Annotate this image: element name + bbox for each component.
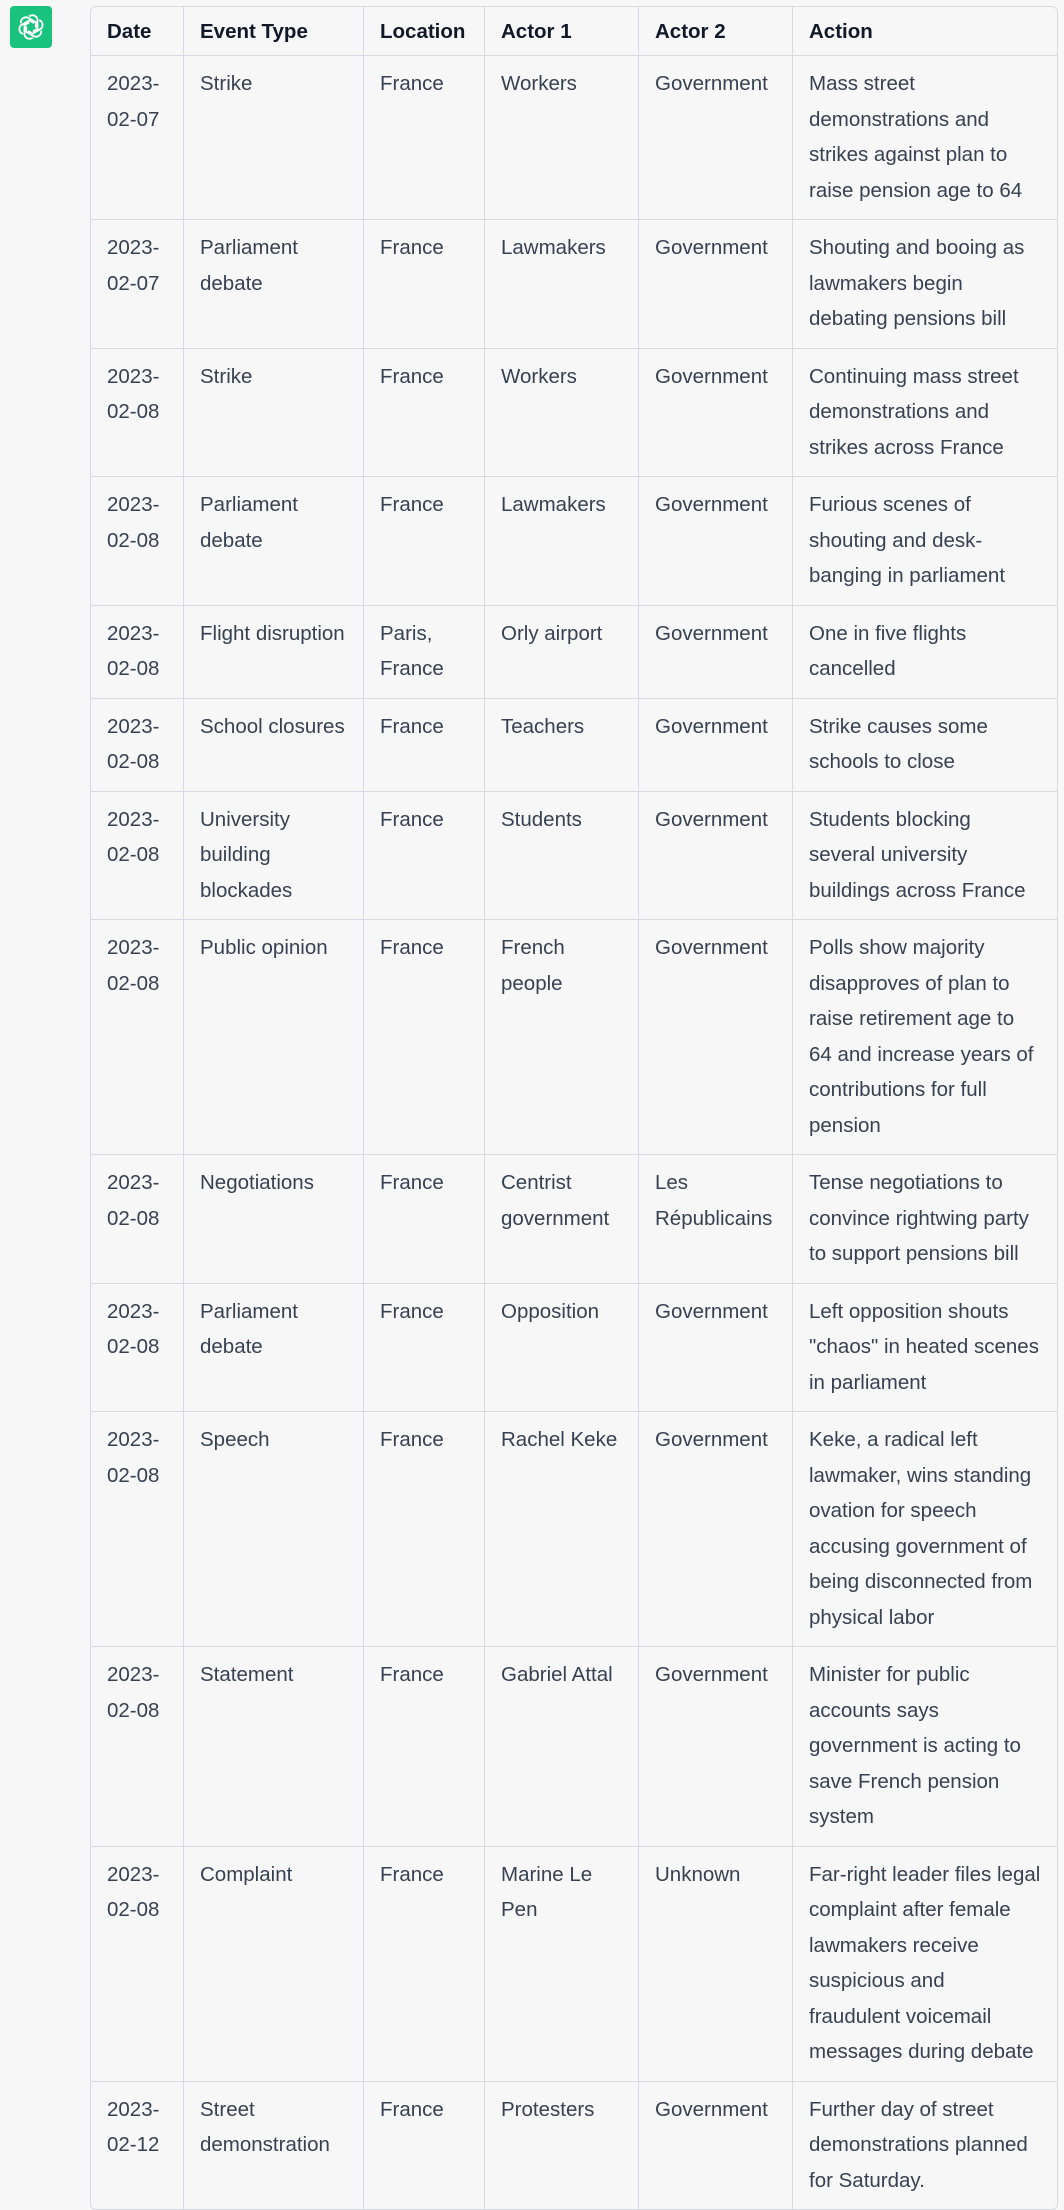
events-table-container xyxy=(90,6,1056,2210)
cell-event-type: Flight disruption xyxy=(184,606,364,699)
cell-location: France xyxy=(364,349,485,478)
cell-location: France xyxy=(364,792,485,921)
table-row xyxy=(91,2082,1057,2210)
cell-actor-2: Government xyxy=(639,920,793,1155)
cell-event-type: Public opinion xyxy=(184,920,364,1155)
cell-action: Strike causes some schools to close xyxy=(793,699,1057,792)
cell-actor-2: Government xyxy=(639,699,793,792)
cell-event-type: Complaint xyxy=(184,1847,364,2082)
cell-date: 2023-02-08 xyxy=(91,1847,184,2082)
cell-action: Furious scenes of shouting and desk-banging in parliament xyxy=(793,477,1057,606)
cell-date: 2023-02-08 xyxy=(91,1284,184,1413)
table-row xyxy=(91,792,1057,921)
cell-actor-1: Lawmakers xyxy=(485,220,639,349)
header-row xyxy=(91,7,1057,56)
cell-location: Paris, France xyxy=(364,606,485,699)
cell-actor-2: Government xyxy=(639,349,793,478)
cell-action: Keke, a radical left lawmaker, wins standing ovation for speech accusing government of being disconnected from physical labor xyxy=(793,1412,1057,1647)
cell-action: One in five flights cancelled xyxy=(793,606,1057,699)
cell-action: Continuing mass street demonstrations and strikes across France xyxy=(793,349,1057,478)
table-header xyxy=(91,7,1057,56)
header-date: Date xyxy=(91,7,184,56)
cell-actor-1: Centrist government xyxy=(485,1155,639,1284)
cell-event-type: Parliament debate xyxy=(184,1284,364,1413)
openai-logo-icon xyxy=(16,12,46,42)
cell-actor-1: Teachers xyxy=(485,699,639,792)
header-location: Location xyxy=(364,7,485,56)
table-body xyxy=(91,56,1057,2209)
cell-date: 2023-02-08 xyxy=(91,920,184,1155)
cell-date: 2023-02-08 xyxy=(91,349,184,478)
cell-date: 2023-02-12 xyxy=(91,2082,184,2210)
cell-location: France xyxy=(364,1412,485,1647)
table-row xyxy=(91,606,1057,699)
cell-actor-1: Gabriel Attal xyxy=(485,1647,639,1847)
cell-event-type: Street demonstration xyxy=(184,2082,364,2210)
table-row xyxy=(91,1412,1057,1647)
cell-actor-2: Government xyxy=(639,606,793,699)
cell-actor-1: Rachel Keke xyxy=(485,1412,639,1647)
table-row xyxy=(91,1647,1057,1847)
events-table xyxy=(90,6,1058,2210)
cell-action: Tense negotiations to convince rightwing party to support pensions bill xyxy=(793,1155,1057,1284)
cell-date: 2023-02-08 xyxy=(91,1412,184,1647)
table-row xyxy=(91,349,1057,478)
header-actor-2: Actor 2 xyxy=(639,7,793,56)
cell-action: Left opposition shouts "chaos" in heated scenes in parliament xyxy=(793,1284,1057,1413)
cell-action: Polls show majority disapproves of plan to raise retirement age to 64 and increase years of contributions for full pension xyxy=(793,920,1057,1155)
cell-actor-2: Government xyxy=(639,792,793,921)
header-action: Action xyxy=(793,7,1057,56)
cell-location: France xyxy=(364,220,485,349)
table-row xyxy=(91,1847,1057,2082)
cell-actor-2: Government xyxy=(639,56,793,220)
cell-actor-2: Government xyxy=(639,477,793,606)
cell-event-type: Strike xyxy=(184,56,364,220)
cell-action: Further day of street demonstrations planned for Saturday. xyxy=(809,2097,1028,2192)
cell-location: France xyxy=(364,1847,485,2082)
cell-actor-1: Opposition xyxy=(485,1284,639,1413)
cell-date: 2023-02-08 xyxy=(91,606,184,699)
cell-action: Students blocking several university buildings across France xyxy=(793,792,1057,921)
cell-actor-2: Government xyxy=(639,220,793,349)
cell-event-type: University building blockades xyxy=(184,792,364,921)
cell-actor-1: Lawmakers xyxy=(485,477,639,606)
cell-action: Mass street demonstrations and strikes against plan to raise pension age to 64 xyxy=(793,56,1057,220)
cell-event-type: Statement xyxy=(184,1647,364,1847)
table-row xyxy=(91,699,1057,792)
cell-action: Minister for public accounts says government is acting to save French pension system xyxy=(793,1647,1057,1847)
cell-actor-1: Workers xyxy=(485,349,639,478)
cell-actor-1: Protesters xyxy=(485,2082,639,2210)
cell-actor-1: French people xyxy=(485,920,639,1155)
table-row xyxy=(91,1284,1057,1413)
cell-actor-2: Government xyxy=(639,1284,793,1413)
table-row xyxy=(91,56,1057,220)
cell-date: 2023-02-08 xyxy=(91,699,184,792)
cell-location: France xyxy=(364,2082,485,2210)
table-row xyxy=(91,1155,1057,1284)
cell-actor-1: Workers xyxy=(485,56,639,220)
cell-date: 2023-02-08 xyxy=(91,477,184,606)
header-event-type: Event Type xyxy=(184,7,364,56)
cell-event-type: School closures xyxy=(184,699,364,792)
cell-actor-1: Students xyxy=(485,792,639,921)
cell-actor-2: Les Républicains xyxy=(639,1155,793,1284)
table-row xyxy=(91,920,1057,1155)
cell-location: France xyxy=(364,56,485,220)
cell-actor-1: Marine Le Pen xyxy=(485,1847,639,2082)
cell-date: 2023-02-08 xyxy=(91,1647,184,1847)
cell-action: Far-right leader files legal complaint after female lawmakers receive suspicious and fraudulent voicemail messages during debate xyxy=(793,1847,1057,2082)
cell-location: France xyxy=(364,1647,485,1847)
cell-location: France xyxy=(364,1284,485,1413)
cell-actor-2: Unknown xyxy=(639,1847,793,2082)
cell-event-type: Parliament debate xyxy=(184,220,364,349)
cell-actor-2: Government xyxy=(639,1647,793,1847)
cell-actor-2: Government xyxy=(639,1412,793,1647)
cell-date: 2023-02-08 xyxy=(91,792,184,921)
cell-location: France xyxy=(364,920,485,1155)
cell-location: France xyxy=(364,477,485,606)
cell-location: France xyxy=(364,1155,485,1284)
cell-date: 2023-02-07 xyxy=(91,56,184,220)
cell-event-type: Strike xyxy=(184,349,364,478)
cell-event-type: Parliament debate xyxy=(184,477,364,606)
assistant-avatar xyxy=(10,6,52,48)
cell-date: 2023-02-08 xyxy=(91,1155,184,1284)
cell-actor-1: Orly airport xyxy=(485,606,639,699)
header-actor-1: Actor 1 xyxy=(485,7,639,56)
cell-actor-2: Government xyxy=(639,2082,793,2210)
cell-event-type: Speech xyxy=(184,1412,364,1647)
cell-action: Shouting and booing as lawmakers begin debating pensions bill xyxy=(793,220,1057,349)
cell-location: France xyxy=(364,699,485,792)
cell-date: 2023-02-07 xyxy=(91,220,184,349)
cell-event-type: Negotiations xyxy=(184,1155,364,1284)
table-row xyxy=(91,477,1057,606)
table-row xyxy=(91,220,1057,349)
